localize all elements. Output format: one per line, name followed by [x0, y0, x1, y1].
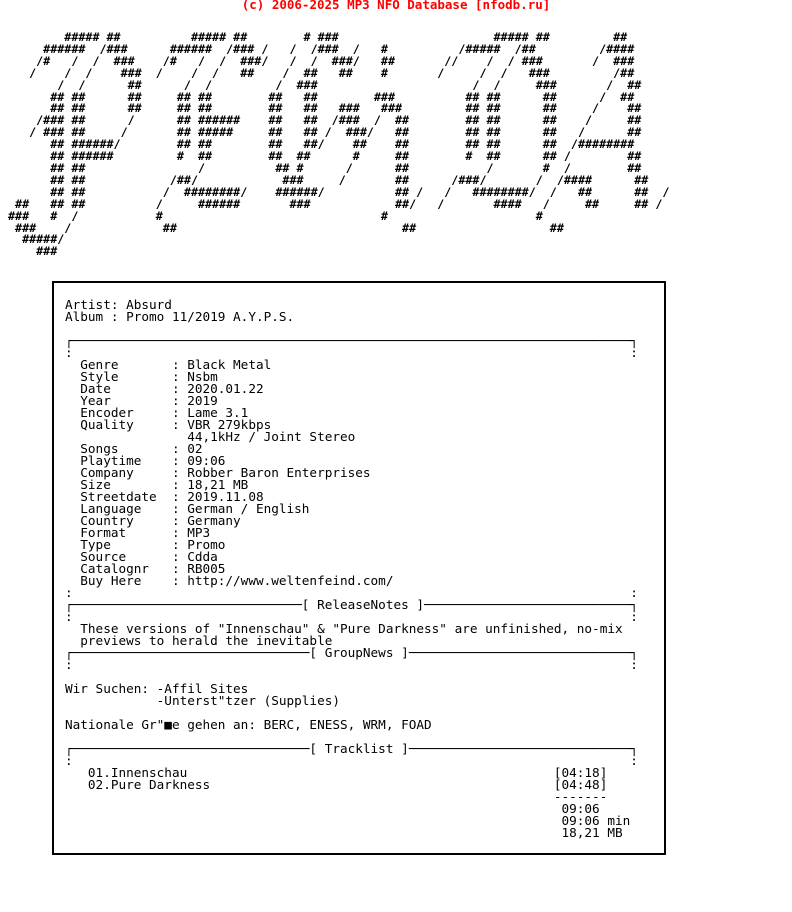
- nfo-text: Artist: Absurd Album : Promo 11/2019 A.Y.P.S. ┌─────────────────────────────────────────────────────────────────────────┐ : : Genre : Black Metal Style : Nsbm Date : 2020.01.22 Year : 2019 Encoder : Lame 3.1 Quality : VBR 279kbps 44,1kHz / Joint Stereo Songs : 02 Playtime : 09:06 Company : Robber Baron Enterprises Size : 18,21 MB Streetdate : 2019.11.08 Language : German / English Country : Germany Format : MP3 Type : Promo Source : Cdda Catalognr : RB005 Buy Here : http://www.weltenfeind.com/ : : ┌──────────────────────────────[ ReleaseNotes ]───────────────────────────┐ : : These versions of "Innenschau" & "Pure Darkness" are unfinished, no-mix previews to herald the inevitable ┌───────────────────────────────[ GroupNews ]─────────────────────────────┐ : : Wir Suchen: -Affil Sites -Unterst"tzer (Supplies) Nationale Gr"■e gehen an: BERC, ENESS, WRM, FOAD ┌───────────────────────────────[ Tracklist ]─────────────────────────────┐ : : 01.Innenschau [04:18] 02.Pure Darkness [04:48] ------- 09:06 09:06 min 18,21 MB: [65, 297, 638, 840]
- nfo-content-box: [52, 281, 666, 855]
- group-logo-ascii-art: ##### ## ##### ## # ### ##### ## ## ###### /### ###### /### / / /### / # /##### /## /#### /# / / ### /# / / ###/ / / ###/ ## // / / ### / ### / / / ### / / / ## / ## ## # / / / ### /## / / ## / / / ### / / ### / ## ## ## ## ## ## ## ## ### ## ## ## / ## ## ## ## ## ## ## ## ### ### ## ## ## / ## /### ## / ## ###### ## ## /### / ## ## ## ## / ## / ### ## / ## ##### ## ## / ###/ ## ## ## ## / ## ## ######/ ## ## ## ##/ ## ## ## ## ## /######## ## ###### # ## ## ## # ## # ## ## / ## ## ## / ## # / ## / # / ## ## ## /##/ ### / ## /###/ / /#### ## ## ## / ########/ ######/ ## / / ########/ / ## ## / ## ## ## / ###### ### ##/ / #### / ## ## / ### # / # # # ### / ## ## ## #####/ ###: [8, 30, 670, 259]
- site-header: (c) 2006-2025 MP3 NFO Database [nfodb.ru]: [241, 0, 551, 12]
